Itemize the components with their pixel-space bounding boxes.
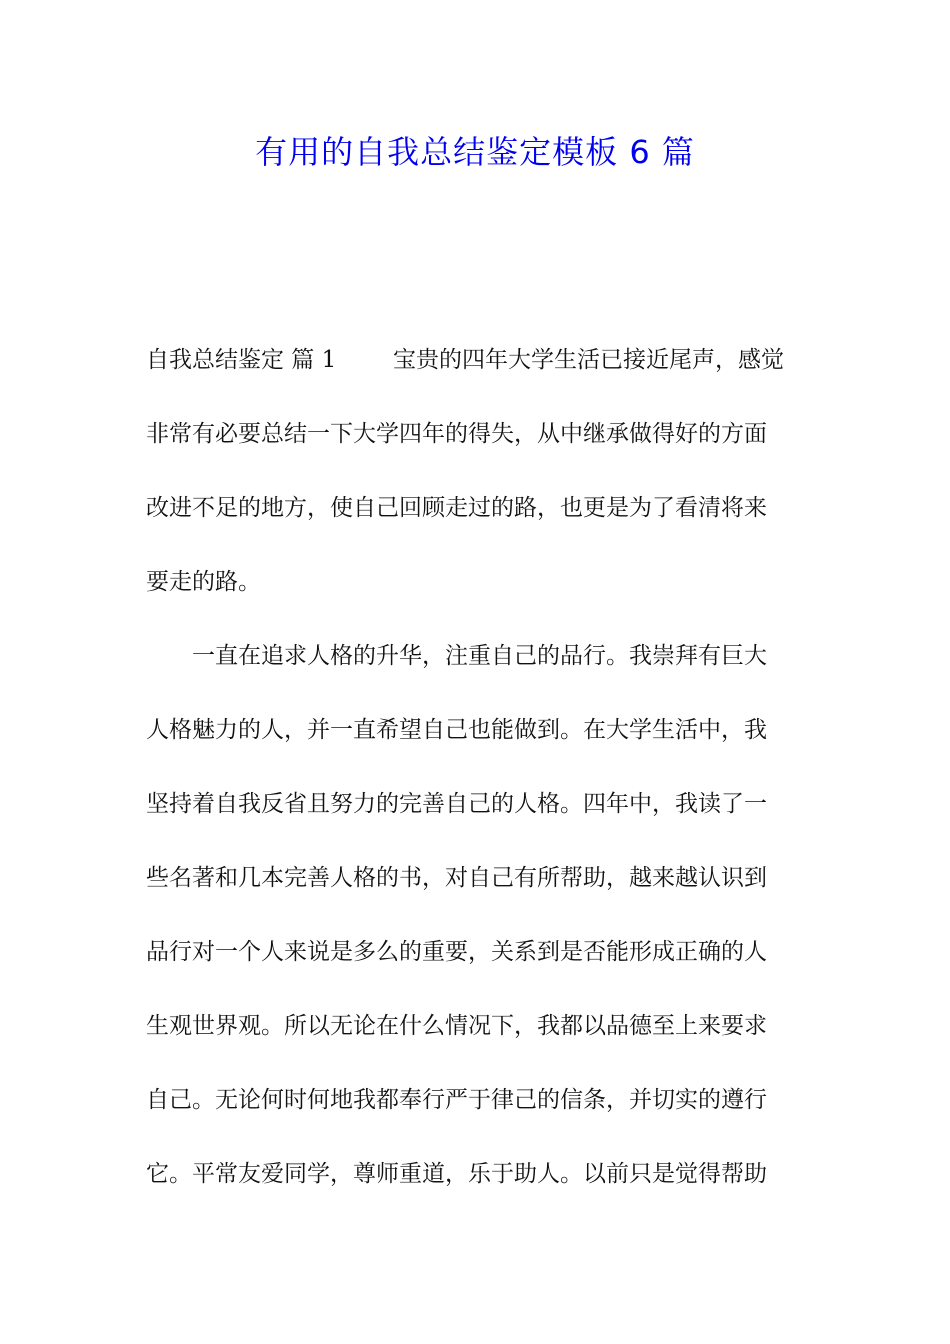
text-line: 生观世界观。所以无论在什么情况下，我都以品德至上来要求: [146, 1013, 767, 1039]
paragraph-line-1: [146, 342, 816, 378]
text-line: 品行对一个人来说是多么的重要，关系到是否能形成正确的人: [146, 939, 767, 965]
text-line: 些名著和几本完善人格的书，对自己有所帮助，越来越认识到: [146, 865, 767, 891]
text-line: 一直在追求人格的升华，注重自己的品行。我崇拜有巨大: [192, 643, 767, 669]
section-heading: 自我总结鉴定 篇 1: [146, 347, 337, 373]
text-line: 要走的路。: [146, 569, 261, 595]
text-line: 自己。无论何时何地我都奉行严于律己的信条，并切实的遵行: [146, 1087, 767, 1113]
text-line: 它。平常友爱同学，尊师重道，乐于助人。以前只是觉得帮助: [146, 1161, 767, 1187]
text-line: 人格魅力的人，并一直希望自己也能做到。在大学生活中，我: [146, 717, 767, 743]
text-line: 坚持着自我反省且努力的完善自己的人格。四年中，我读了一: [146, 791, 767, 817]
document-title: 有用的自我总结鉴定模板 6 篇: [255, 133, 695, 171]
text-line: 改进不足的地方，使自己回顾走过的路，也更是为了看清将来: [146, 495, 767, 521]
text-line: 宝贵的四年大学生活已接近尾声，感觉: [393, 347, 784, 373]
text-line: 非常有必要总结一下大学四年的得失，从中继承做得好的方面: [146, 421, 767, 447]
